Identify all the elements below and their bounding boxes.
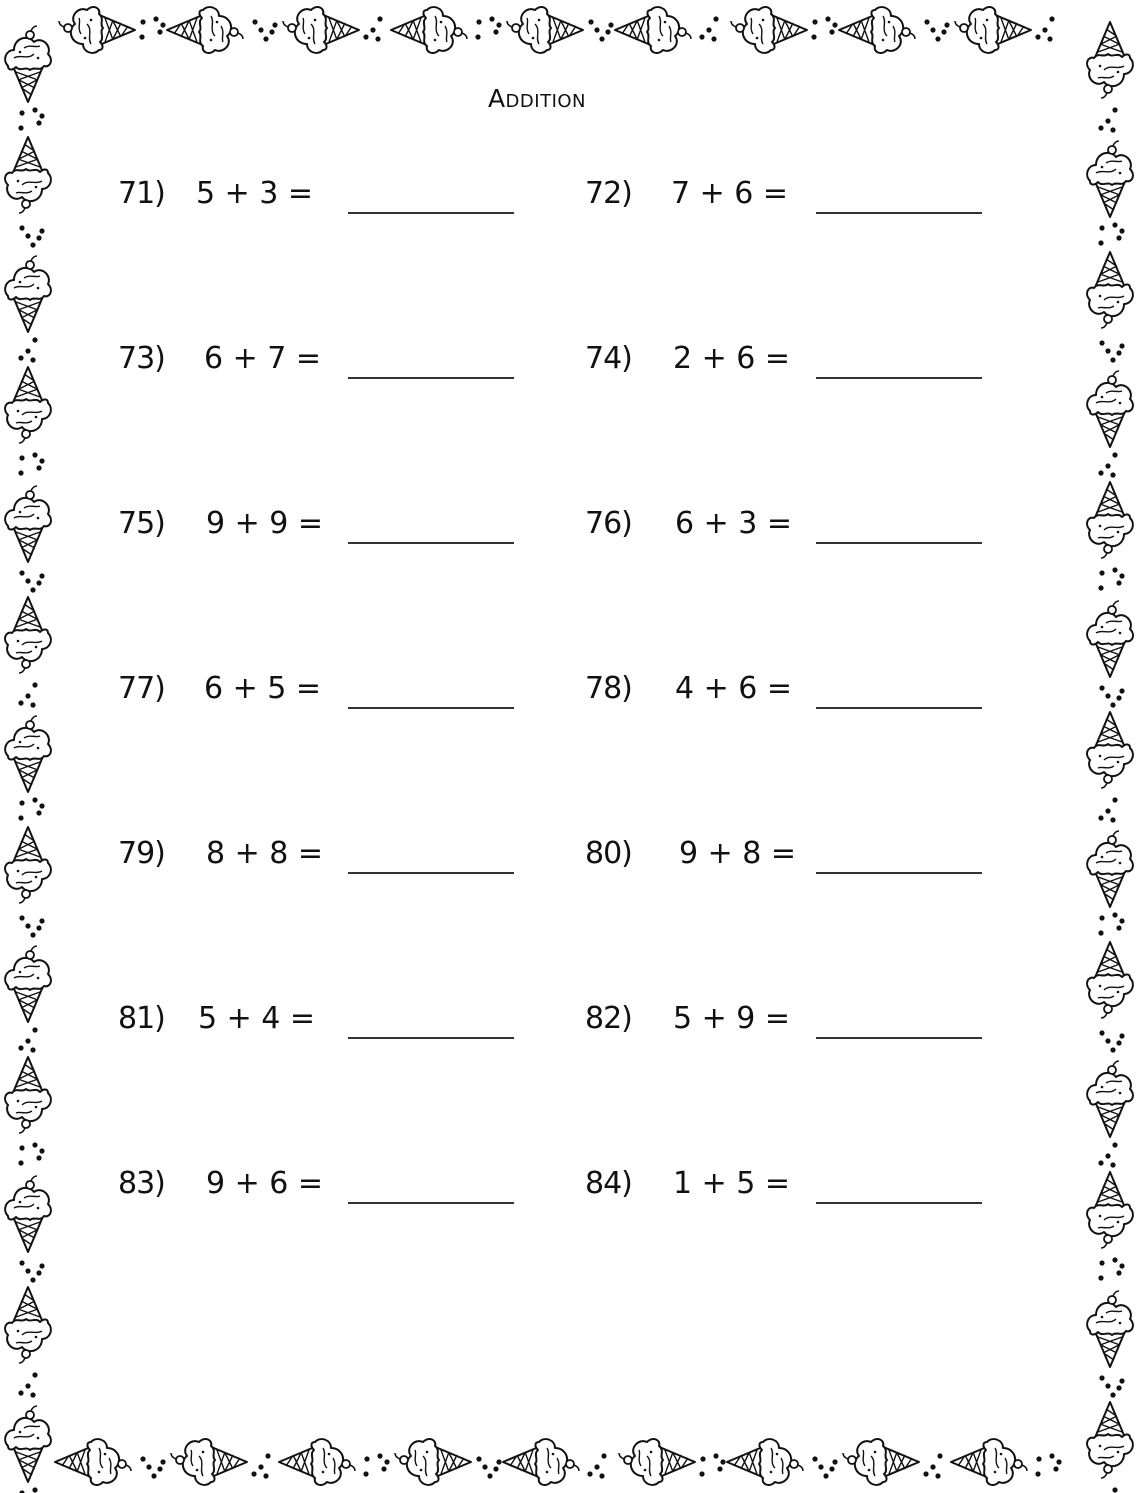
polka-dot bbox=[39, 918, 44, 923]
problem-number: 79) bbox=[118, 836, 165, 871]
polka-dot bbox=[36, 235, 41, 240]
polka-dot bbox=[1112, 567, 1117, 572]
polka-dot bbox=[18, 1390, 23, 1395]
polka-dot bbox=[39, 228, 44, 233]
polka-dot bbox=[1116, 580, 1121, 585]
problem-expression: 1 + 5 = bbox=[673, 1166, 791, 1201]
polka-dot bbox=[1099, 915, 1104, 920]
problem-number: 78) bbox=[585, 671, 632, 706]
problem-expression: 6 + 7 = bbox=[204, 341, 322, 376]
polka-dot bbox=[32, 1142, 37, 1147]
polka-dot bbox=[30, 1277, 35, 1282]
polka-dot bbox=[930, 27, 935, 32]
polka-dot bbox=[1110, 1047, 1115, 1052]
polka-dot bbox=[19, 1260, 24, 1265]
polka-dot bbox=[811, 34, 816, 39]
polka-dot bbox=[19, 225, 24, 230]
polka-dot bbox=[489, 16, 494, 21]
polka-dot bbox=[1105, 1153, 1110, 1158]
polka-dot bbox=[263, 36, 268, 41]
ice-cream-icon bbox=[1087, 1061, 1133, 1137]
problem-expression: 8 + 8 = bbox=[206, 836, 324, 871]
polka-dot bbox=[140, 1456, 145, 1461]
polka-dot bbox=[32, 797, 37, 802]
polka-dot bbox=[832, 22, 837, 27]
polka-dot bbox=[1098, 125, 1103, 130]
polka-dot bbox=[493, 1466, 498, 1471]
polka-dot bbox=[157, 29, 162, 34]
problem-number: 82) bbox=[585, 1001, 632, 1036]
polka-dot bbox=[1105, 118, 1110, 123]
polka-dot bbox=[594, 1464, 599, 1469]
polka-dot bbox=[36, 120, 41, 125]
polka-dot bbox=[476, 1456, 481, 1461]
problem-number: 77) bbox=[118, 671, 165, 706]
polka-dot bbox=[25, 1383, 30, 1388]
problem-expression: 2 + 6 = bbox=[673, 341, 791, 376]
answer-blank[interactable] bbox=[348, 1037, 514, 1039]
polka-dot bbox=[1119, 1263, 1124, 1268]
polka-dot bbox=[139, 34, 144, 39]
polka-dot bbox=[151, 1473, 156, 1478]
polka-dot bbox=[1110, 817, 1115, 822]
polka-dot bbox=[1112, 797, 1117, 802]
polka-dot bbox=[1110, 472, 1115, 477]
polka-dot bbox=[935, 1473, 940, 1478]
polka-dot bbox=[706, 27, 711, 32]
ice-cream-icon bbox=[1087, 1172, 1133, 1248]
polka-dot bbox=[1105, 1383, 1110, 1388]
ice-cream-icon bbox=[1087, 252, 1133, 328]
ice-cream-icon bbox=[167, 7, 243, 53]
ice-cream-icon bbox=[1087, 831, 1133, 907]
polka-dot bbox=[1116, 350, 1121, 355]
polka-dot bbox=[832, 1459, 837, 1464]
polka-dot bbox=[370, 27, 375, 32]
polka-dot bbox=[269, 29, 274, 34]
polka-dot bbox=[941, 29, 946, 34]
polka-dot bbox=[1098, 1275, 1103, 1280]
polka-dot bbox=[18, 1160, 23, 1165]
polka-dot bbox=[32, 1027, 37, 1032]
polka-dot bbox=[32, 682, 37, 687]
answer-blank[interactable] bbox=[816, 872, 982, 874]
polka-dot bbox=[1036, 1456, 1041, 1461]
polka-dot bbox=[1098, 1160, 1103, 1165]
polka-dot bbox=[487, 1473, 492, 1478]
answer-blank[interactable] bbox=[348, 872, 514, 874]
answer-blank[interactable] bbox=[348, 377, 514, 379]
polka-dot bbox=[30, 702, 35, 707]
ice-cream-icon bbox=[5, 1287, 51, 1363]
polka-dot bbox=[1099, 1030, 1104, 1035]
polka-dot bbox=[1105, 808, 1110, 813]
polka-dot bbox=[700, 1456, 705, 1461]
polka-dot bbox=[1119, 1378, 1124, 1383]
polka-dot bbox=[377, 1453, 382, 1458]
polka-dot bbox=[375, 36, 380, 41]
polka-dot bbox=[496, 22, 501, 27]
ice-cream-icon bbox=[59, 7, 135, 53]
polka-dot bbox=[1099, 1375, 1104, 1380]
polka-dot bbox=[36, 925, 41, 930]
problem-number: 83) bbox=[118, 1166, 165, 1201]
polka-dot bbox=[258, 27, 263, 32]
polka-dot bbox=[1098, 585, 1103, 590]
answer-blank[interactable] bbox=[816, 377, 982, 379]
ice-cream-icon bbox=[5, 597, 51, 673]
polka-dot bbox=[1119, 228, 1124, 233]
polka-dot bbox=[32, 337, 37, 342]
polka-dot bbox=[25, 1268, 30, 1273]
polka-dot bbox=[30, 357, 35, 362]
problem-number: 76) bbox=[585, 506, 632, 541]
polka-dot bbox=[1116, 695, 1121, 700]
ice-cream-icon bbox=[1087, 1291, 1133, 1367]
polka-dot bbox=[30, 587, 35, 592]
answer-blank[interactable] bbox=[348, 212, 514, 214]
problem-expression: 5 + 9 = bbox=[673, 1001, 791, 1036]
polka-dot bbox=[1098, 930, 1103, 935]
ice-cream-icon bbox=[615, 7, 691, 53]
polka-dot bbox=[381, 1466, 386, 1471]
polka-dot bbox=[19, 455, 24, 460]
polka-dot bbox=[39, 573, 44, 578]
ice-cream-icon bbox=[5, 367, 51, 443]
polka-dot bbox=[1049, 16, 1054, 21]
polka-dot bbox=[39, 458, 44, 463]
ice-cream-icon bbox=[1087, 601, 1133, 677]
ice-cream-icon bbox=[5, 137, 51, 213]
polka-dot bbox=[1112, 222, 1117, 227]
polka-dot bbox=[384, 1459, 389, 1464]
polka-dot bbox=[36, 580, 41, 585]
polka-dot bbox=[1099, 570, 1104, 575]
polka-dot bbox=[1098, 470, 1103, 475]
polka-dot bbox=[1035, 1471, 1040, 1476]
polka-dot bbox=[1119, 918, 1124, 923]
polka-dot bbox=[30, 242, 35, 247]
polka-dot bbox=[1047, 36, 1052, 41]
polka-dot bbox=[924, 19, 929, 24]
polka-dot bbox=[713, 1453, 718, 1458]
polka-dot bbox=[258, 1464, 263, 1469]
polka-dot bbox=[823, 1473, 828, 1478]
polka-dot bbox=[18, 700, 23, 705]
polka-dot bbox=[1042, 27, 1047, 32]
ice-cream-icon bbox=[619, 1439, 695, 1485]
polka-dot bbox=[1110, 702, 1115, 707]
polka-dot bbox=[1049, 1453, 1054, 1458]
ice-cream-icon bbox=[1087, 482, 1133, 558]
polka-dot bbox=[605, 29, 610, 34]
ice-cream-icon bbox=[5, 1057, 51, 1133]
ice-cream-icon bbox=[1087, 712, 1133, 788]
polka-dot bbox=[818, 1464, 823, 1469]
answer-blank[interactable] bbox=[816, 1037, 982, 1039]
problem-number: 72) bbox=[585, 176, 632, 211]
ice-cream-icon bbox=[839, 7, 915, 53]
polka-dot bbox=[36, 1155, 41, 1160]
polka-dot bbox=[594, 27, 599, 32]
polka-dot bbox=[18, 815, 23, 820]
polka-dot bbox=[363, 34, 368, 39]
polka-dot bbox=[30, 932, 35, 937]
polka-dot bbox=[157, 1466, 162, 1471]
polka-dot bbox=[140, 19, 145, 24]
ice-cream-icon bbox=[5, 486, 51, 562]
polka-dot bbox=[1098, 240, 1103, 245]
polka-dot bbox=[18, 1045, 23, 1050]
problem-expression: 9 + 6 = bbox=[206, 1166, 324, 1201]
ice-cream-icon bbox=[1087, 1402, 1133, 1478]
polka-dot bbox=[265, 1453, 270, 1458]
polka-dot bbox=[377, 16, 382, 21]
polka-dot bbox=[825, 16, 830, 21]
polka-dot bbox=[1110, 1162, 1115, 1167]
problem-number: 71) bbox=[118, 176, 165, 211]
ice-cream-icon bbox=[391, 7, 467, 53]
polka-dot bbox=[1105, 463, 1110, 468]
polka-dot bbox=[717, 1466, 722, 1471]
polka-dot bbox=[699, 34, 704, 39]
ice-cream-icon bbox=[843, 1439, 919, 1485]
polka-dot bbox=[251, 1471, 256, 1476]
page-title: Addition bbox=[487, 84, 587, 113]
polka-dot bbox=[935, 36, 940, 41]
polka-dot bbox=[1099, 1260, 1104, 1265]
polka-dot bbox=[937, 1453, 942, 1458]
polka-dot bbox=[39, 1263, 44, 1268]
problem-expression: 7 + 6 = bbox=[671, 176, 789, 211]
ice-cream-icon bbox=[507, 7, 583, 53]
problem-expression: 9 + 9 = bbox=[206, 506, 324, 541]
polka-dot bbox=[1112, 1487, 1117, 1492]
polka-dot bbox=[1119, 688, 1124, 693]
problem-expression: 9 + 8 = bbox=[679, 836, 797, 871]
polka-dot bbox=[146, 1464, 151, 1469]
polka-dot bbox=[1056, 1459, 1061, 1464]
problem-number: 84) bbox=[585, 1166, 632, 1201]
polka-dot bbox=[1110, 127, 1115, 132]
polka-dot bbox=[829, 29, 834, 34]
polka-dot bbox=[1099, 225, 1104, 230]
ice-cream-icon bbox=[5, 1406, 51, 1482]
ice-cream-icon bbox=[731, 7, 807, 53]
polka-dot bbox=[19, 1145, 24, 1150]
ice-cream-icon bbox=[171, 1439, 247, 1485]
problem-number: 75) bbox=[118, 506, 165, 541]
polka-dot bbox=[19, 800, 24, 805]
polka-dot bbox=[1116, 1270, 1121, 1275]
polka-dot bbox=[475, 34, 480, 39]
polka-dot bbox=[39, 1148, 44, 1153]
polka-dot bbox=[601, 1453, 606, 1458]
ice-cream-icon bbox=[503, 1439, 579, 1485]
polka-dot bbox=[923, 1471, 928, 1476]
polka-dot bbox=[720, 1459, 725, 1464]
polka-dot bbox=[272, 22, 277, 27]
problem-expression: 5 + 4 = bbox=[198, 1001, 316, 1036]
answer-blank[interactable] bbox=[816, 707, 982, 709]
polka-dot bbox=[263, 1473, 268, 1478]
problem-number: 73) bbox=[118, 341, 165, 376]
answer-blank[interactable] bbox=[348, 542, 514, 544]
polka-dot bbox=[1053, 1466, 1058, 1471]
polka-dot bbox=[1112, 912, 1117, 917]
problem-number: 74) bbox=[585, 341, 632, 376]
polka-dot bbox=[496, 1459, 501, 1464]
polka-dot bbox=[812, 19, 817, 24]
polka-dot bbox=[713, 16, 718, 21]
polka-dot bbox=[1112, 452, 1117, 457]
polka-dot bbox=[1105, 693, 1110, 698]
polka-dot bbox=[25, 233, 30, 238]
ice-cream-icon bbox=[55, 1439, 131, 1485]
polka-dot bbox=[18, 470, 23, 475]
answer-blank[interactable] bbox=[348, 1202, 514, 1204]
polka-dot bbox=[1098, 815, 1103, 820]
ice-cream-icon bbox=[951, 1439, 1027, 1485]
problem-number: 80) bbox=[585, 836, 632, 871]
polka-dot bbox=[36, 465, 41, 470]
ice-cream-icon bbox=[727, 1439, 803, 1485]
polka-dot bbox=[32, 1487, 37, 1492]
polka-dot bbox=[25, 1038, 30, 1043]
problem-expression: 4 + 6 = bbox=[675, 671, 793, 706]
answer-blank[interactable] bbox=[816, 542, 982, 544]
polka-dot bbox=[1116, 925, 1121, 930]
polka-dot bbox=[153, 16, 158, 21]
polka-dot bbox=[36, 810, 41, 815]
polka-dot bbox=[1099, 340, 1104, 345]
polka-dot bbox=[1116, 1385, 1121, 1390]
polka-dot bbox=[160, 22, 165, 27]
polka-dot bbox=[493, 29, 498, 34]
problem-expression: 6 + 5 = bbox=[204, 671, 322, 706]
polka-dot bbox=[30, 1392, 35, 1397]
polka-dot bbox=[812, 1456, 817, 1461]
ice-cream-icon bbox=[5, 256, 51, 332]
polka-dot bbox=[1105, 1038, 1110, 1043]
ice-cream-icon bbox=[5, 946, 51, 1022]
polka-dot bbox=[1099, 685, 1104, 690]
ice-cream-icon bbox=[1087, 371, 1133, 447]
polka-dot bbox=[19, 570, 24, 575]
polka-dot bbox=[1110, 357, 1115, 362]
problem-number: 81) bbox=[118, 1001, 165, 1036]
ice-cream-icon bbox=[5, 1176, 51, 1252]
polka-dot bbox=[18, 125, 23, 130]
polka-dot bbox=[160, 1459, 165, 1464]
polka-dot bbox=[599, 36, 604, 41]
polka-dot bbox=[18, 355, 23, 360]
polka-dot bbox=[711, 36, 716, 41]
polka-dot bbox=[1119, 343, 1124, 348]
polka-dot bbox=[1116, 1040, 1121, 1045]
polka-dot bbox=[1105, 348, 1110, 353]
polka-dot bbox=[252, 19, 257, 24]
polka-dot bbox=[482, 1464, 487, 1469]
polka-dot bbox=[32, 1372, 37, 1377]
polka-dot bbox=[930, 1464, 935, 1469]
polka-dot bbox=[25, 348, 30, 353]
ice-cream-icon bbox=[395, 1439, 471, 1485]
polka-dot bbox=[699, 1471, 704, 1476]
polka-dot bbox=[1116, 235, 1121, 240]
polka-dot bbox=[1110, 1392, 1115, 1397]
problem-expression: 6 + 3 = bbox=[675, 506, 793, 541]
polka-dot bbox=[476, 19, 481, 24]
polka-dot bbox=[25, 923, 30, 928]
polka-dot bbox=[25, 578, 30, 583]
answer-blank[interactable] bbox=[816, 212, 982, 214]
ice-cream-icon bbox=[283, 7, 359, 53]
polka-dot bbox=[608, 22, 613, 27]
answer-blank[interactable] bbox=[816, 1202, 982, 1204]
ice-cream-icon bbox=[1087, 141, 1133, 217]
ice-cream-icon bbox=[1087, 942, 1133, 1018]
polka-dot bbox=[30, 1047, 35, 1052]
polka-dot bbox=[36, 1270, 41, 1275]
polka-dot bbox=[599, 1473, 604, 1478]
polka-dot bbox=[25, 693, 30, 698]
problem-expression: 5 + 3 = bbox=[196, 176, 314, 211]
polka-dot bbox=[1119, 573, 1124, 578]
ice-cream-icon bbox=[5, 827, 51, 903]
polka-dot bbox=[32, 452, 37, 457]
ice-cream-icon bbox=[1087, 22, 1133, 98]
polka-dot bbox=[39, 803, 44, 808]
polka-dot bbox=[1035, 34, 1040, 39]
answer-blank[interactable] bbox=[348, 707, 514, 709]
ice-cream-icon bbox=[955, 7, 1031, 53]
polka-dot bbox=[1119, 1033, 1124, 1038]
polka-dot bbox=[588, 19, 593, 24]
polka-dot bbox=[1112, 1257, 1117, 1262]
polka-dot bbox=[1112, 1142, 1117, 1147]
polka-dot bbox=[944, 22, 949, 27]
polka-dot bbox=[364, 1456, 369, 1461]
ice-cream-icon bbox=[279, 1439, 355, 1485]
polka-dot bbox=[19, 915, 24, 920]
ice-cream-icon bbox=[5, 716, 51, 792]
polka-dot bbox=[829, 1466, 834, 1471]
polka-dot bbox=[39, 113, 44, 118]
polka-dot bbox=[1112, 107, 1117, 112]
polka-dot bbox=[363, 1471, 368, 1476]
polka-dot bbox=[587, 1471, 592, 1476]
